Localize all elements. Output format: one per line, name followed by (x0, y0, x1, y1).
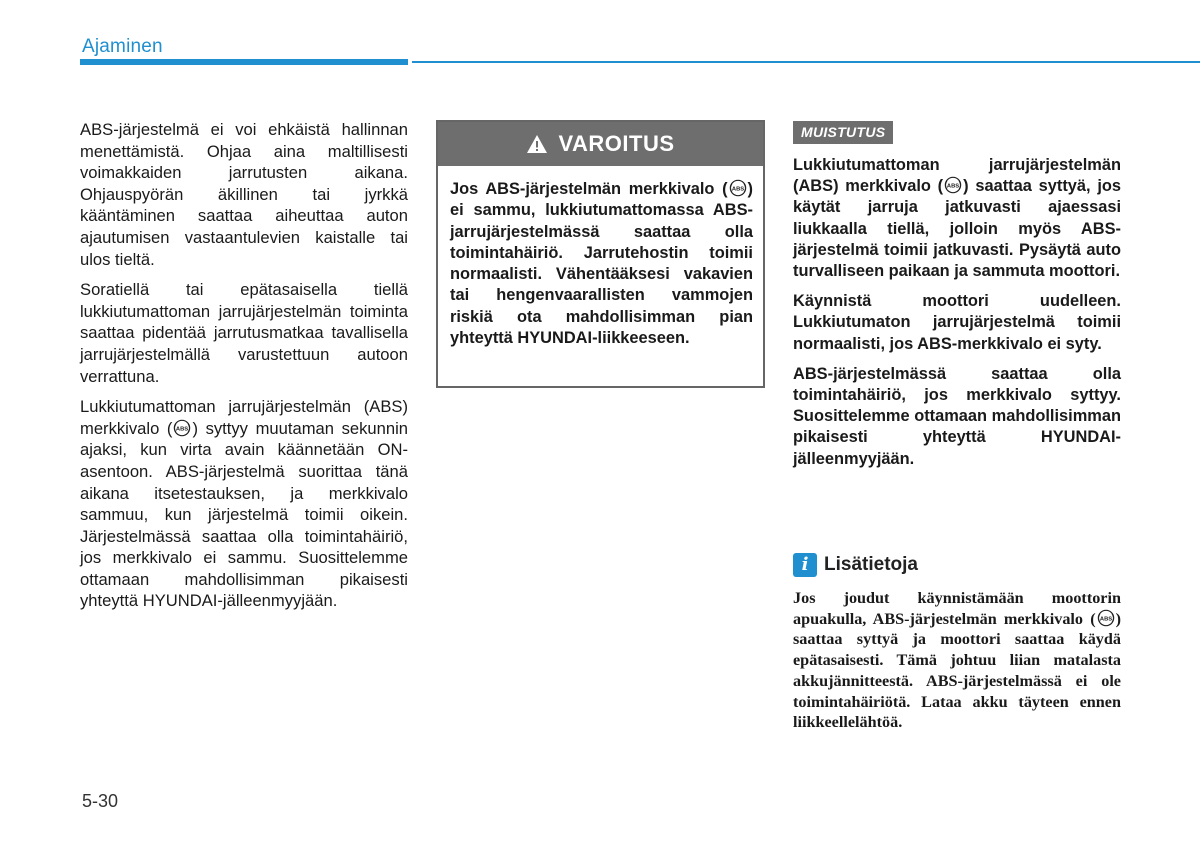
page-number: 5-30 (82, 791, 119, 811)
left-paragraph-3-end: ) syttyy muutaman sekunnin ajaksi, kun virta avain käännetään ON-asentoon. ABS-järjestelmä suorittaa tänä aikana itsetestauksen, ja merkkivalo sammuu, kun järjestelmä toimii oikein. Järjestelmässä saattaa olla toimintahäiriö, jos merkkivalo ei sammu. Suosittelemme ottamaan mahdollisimman pikaisesti yhteyttä HYUNDAI-jälleenmyyjään. (80, 418, 409, 611)
svg-text:ABS: ABS (176, 426, 189, 433)
note-paragraph-2: Käynnistä moottori uudelleen. Lukkiutumaton jarrujärjestelmä toimii normaalisti, jos ABS-merkkivalo ei syty. (793, 292, 1121, 353)
info-text (793, 588, 1121, 733)
left-column (80, 119, 408, 621)
section-title: Ajaminen (82, 36, 163, 57)
note-paragraph-1-end: ) saattaa syttyä, jos käytät jarruja jatkuvasti ajaessasi liukkaalla tiellä, jolloin myös ABS-järjestelmä toimii jatkuvasti. Pysäytä auto turvalliseen paikaan ja sammuta moottori. (793, 177, 1121, 281)
note-paragraph-1 (793, 155, 1121, 282)
warning-box (436, 120, 765, 388)
svg-text:ABS: ABS (731, 186, 744, 193)
note-paragraph-3: ABS-järjestelmässä saattaa olla toimintahäiriö, jos merkkivalo syttyy. Suosittelemme ottamaan mahdollisimman pikaisesti yhteyttä HYUNDAI-jälleenmyyjään. (793, 364, 1121, 468)
abs-warning-light-icon (1097, 609, 1115, 627)
header-accent-bar (80, 59, 408, 65)
warning-header (438, 122, 763, 166)
note-tag: MUISTUTUS (793, 121, 893, 144)
warning-text-end: ) ei sammu, lukkiutumattomassa ABS-jarrujärjestelmässä saattaa olla toimintahäiriö. Jarrutehostin toimii normaalisti. Vähentääksesi vakavien tai hengenvaarallisten vammojen riskiä ota mahdollisimman pian yhteyttä HYUNDAI-liikkeeseen. (450, 180, 753, 348)
svg-text:ABS: ABS (947, 183, 960, 190)
left-paragraph-3-start: Lukkiutumattoman jarrujärjestelmän (ABS) merkkivalo ( (80, 397, 408, 438)
header-rule (412, 61, 1200, 63)
note-body (793, 155, 1121, 479)
note-paragraph-1-start: Lukkiutumattoman jarrujärjestelmän (ABS) merkkivalo ( (793, 156, 1121, 196)
warning-text (438, 166, 763, 349)
info-text-start: Jos joudut käynnistämään moottorin apuakulla, ABS-järjestelmän merkkivalo ( (793, 589, 1121, 628)
warning-triangle-icon (526, 134, 548, 154)
info-icon: i (793, 553, 817, 577)
info-title: Lisätietoja (824, 554, 918, 575)
abs-warning-light-icon (173, 419, 191, 437)
abs-warning-light-icon (944, 176, 962, 194)
left-paragraph-2: Soratiellä tai epätasaisella tiellä lukkiutumattoman jarrujärjestelmän toiminta saattaa pidentää jarrutusmatkaa tavallisella jarrujärjestelmällä varustettuun autoon verrattuna. (80, 280, 408, 386)
abs-warning-light-icon (729, 179, 747, 197)
warning-title: VAROITUS (558, 131, 675, 156)
info-text-end: ) saattaa syttyä ja moottori saattaa käydä epätasaisesti. Tämä johtuu liian matalasta akkujännitteestä. ABS-järjestelmässä ei ole toimintahäiriötä. Lataa akku täyteen ennen liikkeellelähtöä. (793, 609, 1121, 732)
left-paragraph-1: ABS-järjestelmä ei voi ehkäistä hallinnan menettämistä. Ohjaa aina maltillisesti voimakkaiden jarrutusten aikana. Ohjauspyörän äkillinen tai jyrkkä kääntäminen saattaa aiheuttaa auton ajautumisen vastaantulevien kaistalle tai ulos tieltä. (80, 120, 408, 269)
left-paragraph-3 (80, 396, 408, 612)
warning-text-start: Jos ABS-järjestelmän merkkivalo ( (450, 180, 728, 198)
svg-text:ABS: ABS (1099, 616, 1112, 623)
info-header (793, 553, 918, 577)
